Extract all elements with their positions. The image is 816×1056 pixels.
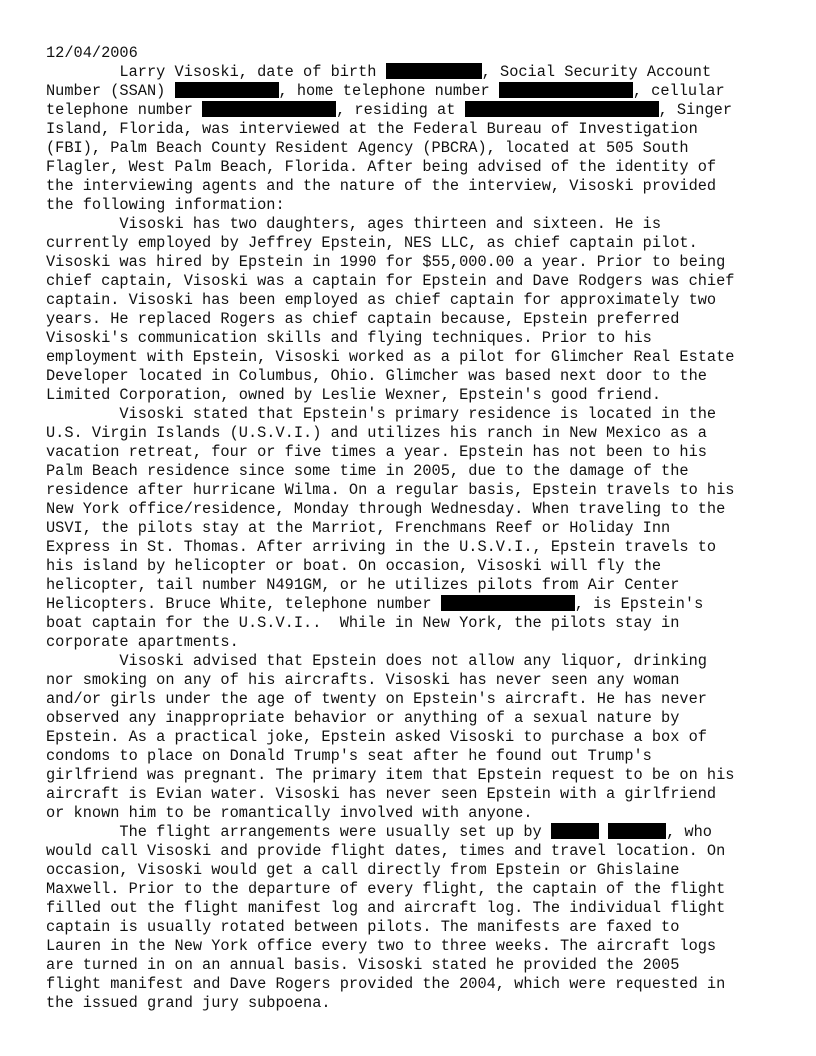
text-line: Island, Florida, was interviewed at the Federal Bureau of Investigation bbox=[46, 120, 698, 138]
text-line: boat captain for the U.S.V.I.. While in New York, the pilots stay in bbox=[46, 614, 680, 632]
text-line: Larry Visoski, date of birth , Social Security Account bbox=[46, 63, 712, 81]
text-line: Visoski's communication skills and flying techniques. Prior to his bbox=[46, 329, 652, 347]
text-line: years. He replaced Rogers as chief captain because, Epstein preferred bbox=[46, 310, 680, 328]
text-line: Palm Beach residence since some time in 2005, due to the damage of the bbox=[46, 462, 689, 480]
text-line: observed any inappropriate behavior or anything of a sexual nature by bbox=[46, 709, 680, 727]
text-line: are turned in on an annual basis. Visoski stated he provided the 2005 bbox=[46, 956, 680, 974]
redaction-block bbox=[175, 82, 279, 98]
text-line: condoms to place on Donald Trump's seat after he found out Trump's bbox=[46, 747, 652, 765]
text-line: girlfriend was pregnant. The primary item that Epstein request to be on his bbox=[46, 766, 735, 784]
text-line: vacation retreat, four or five times a year. Epstein has not been to his bbox=[46, 443, 707, 461]
text-line: Developer located in Columbus, Ohio. Glimcher was based next door to the bbox=[46, 367, 707, 385]
text-line: helicopter, tail number N491GM, or he utilizes pilots from Air Center bbox=[46, 576, 680, 594]
text-line: Visoski was hired by Epstein in 1990 for $55,000.00 a year. Prior to being bbox=[46, 253, 726, 271]
text-line: U.S. Virgin Islands (U.S.V.I.) and utilizes his ranch in New Mexico as a bbox=[46, 424, 707, 442]
text-line: currently employed by Jeffrey Epstein, NES LLC, as chief captain pilot. bbox=[46, 234, 698, 252]
text-line: Visoski advised that Epstein does not allow any liquor, drinking bbox=[46, 652, 707, 670]
text-line: telephone number , residing at , Singer bbox=[46, 101, 733, 119]
text-line: filled out the flight manifest log and aircraft log. The individual flight bbox=[46, 899, 726, 917]
text-line: Visoski stated that Epstein's primary residence is located in the bbox=[46, 405, 717, 423]
redaction-block bbox=[386, 63, 482, 79]
text-line: Lauren in the New York office every two to three weeks. The aircraft logs bbox=[46, 937, 717, 955]
text-line: aircraft is Evian water. Visoski has never seen Epstein with a girlfriend bbox=[46, 785, 717, 803]
text-line: The flight arrangements were usually set up by , who bbox=[46, 823, 712, 841]
redaction-block bbox=[608, 823, 666, 839]
text-line: Number (SSAN) , home telephone number , cellular bbox=[46, 82, 725, 100]
text-line: or known him to be romantically involved with anyone. bbox=[46, 804, 533, 822]
text-line: the issued grand jury subpoena. bbox=[46, 994, 331, 1012]
text-line: and/or girls under the age of twenty on Epstein's aircraft. He has never bbox=[46, 690, 707, 708]
text-line: the following information: bbox=[46, 196, 285, 214]
text-line: occasion, Visoski would get a call directly from Epstein or Ghislaine bbox=[46, 861, 680, 879]
document-date: 12/04/2006 bbox=[46, 44, 138, 62]
text-line: Visoski has two daughters, ages thirteen and sixteen. He is bbox=[46, 215, 662, 233]
redaction-block bbox=[202, 101, 336, 117]
text-line: residence after hurricane Wilma. On a regular basis, Epstein travels to his bbox=[46, 481, 735, 499]
text-line: chief captain, Visoski was a captain for Epstein and Dave Rodgers was chief bbox=[46, 272, 735, 290]
text-line: his island by helicopter or boat. On occasion, Visoski will fly the bbox=[46, 557, 662, 575]
text-line: captain. Visoski has been employed as chief captain for approximately two bbox=[46, 291, 717, 309]
redaction-block bbox=[499, 82, 633, 98]
text-line: Flagler, West Palm Beach, Florida. After being advised of the identity of bbox=[46, 158, 717, 176]
text-line: Express in St. Thomas. After arriving in the U.S.V.I., Epstein travels to bbox=[46, 538, 717, 556]
text-line: captain is usually rotated between pilots. The manifests are faxed to bbox=[46, 918, 680, 936]
redaction-block bbox=[441, 595, 575, 611]
text-line: would call Visoski and provide flight dates, times and travel location. On bbox=[46, 842, 726, 860]
text-line: the interviewing agents and the nature of the interview, Visoski provided bbox=[46, 177, 717, 195]
redaction-block bbox=[551, 823, 599, 839]
text-line: employment with Epstein, Visoski worked as a pilot for Glimcher Real Estate bbox=[46, 348, 735, 366]
redaction-block bbox=[465, 101, 659, 117]
text-line: Epstein. As a practical joke, Epstein asked Visoski to purchase a box of bbox=[46, 728, 707, 746]
text-line: New York office/residence, Monday through Wednesday. When traveling to the bbox=[46, 500, 726, 518]
text-line: corporate apartments. bbox=[46, 633, 239, 651]
text-line: nor smoking on any of his aircrafts. Visoski has never seen any woman bbox=[46, 671, 680, 689]
text-line: USVI, the pilots stay at the Marriot, Frenchmans Reef or Holiday Inn bbox=[46, 519, 671, 537]
text-line: (FBI), Palm Beach County Resident Agency (PBCRA), located at 505 South bbox=[46, 139, 689, 157]
text-line: flight manifest and Dave Rogers provided the 2004, which were requested in bbox=[46, 975, 726, 993]
text-line: Limited Corporation, owned by Leslie Wexner, Epstein's good friend. bbox=[46, 386, 662, 404]
text-line: Maxwell. Prior to the departure of every flight, the captain of the flight bbox=[46, 880, 726, 898]
text-line: Helicopters. Bruce White, telephone number , is Epstein's bbox=[46, 595, 704, 613]
